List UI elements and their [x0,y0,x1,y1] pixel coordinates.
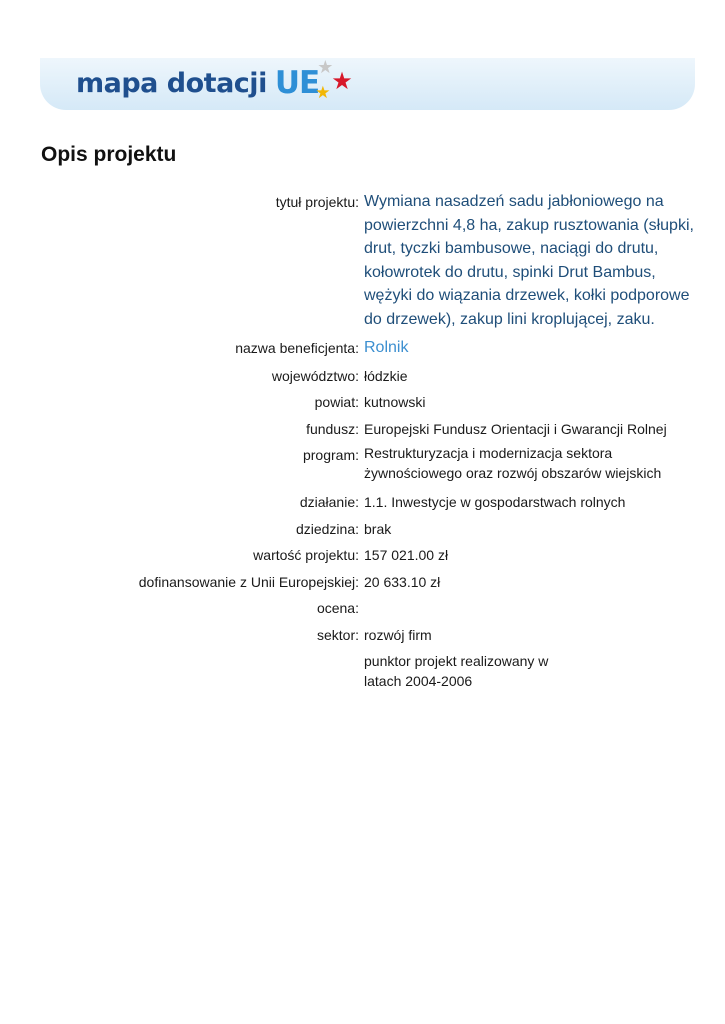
project-value-amount: 157 021.00 zł [364,547,449,564]
field-row-program [0,443,725,490]
extra-note: punktor projekt realizowany w latach 2004-2006 [364,653,549,690]
logo-stars [315,58,363,108]
field-row-sector [0,623,725,650]
star-gray-icon: ★ [317,57,334,77]
star-red-icon: ★ [331,68,353,95]
project-title-value: Wymiana nasadzeń sadu jabłoniowego na powierzchni 4,8 ha, zakup rusztowania (słupki, drut, tyczki bambusowe, naciągi do drutu, kołowrotek do drutu, spinki Drut Bambus, wężyki do wiązania drzewek, kołki podporowe do drzewek), zakup lini kroplującej, zaku. [364,193,694,328]
program-value: Restrukturyzacja i modernizacja sektora żywnościowego oraz rozwój obszarów wiejskich [364,445,662,481]
sector-value: rozwój firm [364,626,432,643]
field-row-voivodeship [0,364,725,391]
field-row-eu-funding [0,570,725,597]
site-logo[interactable] [76,58,363,108]
field-label: tytuł projektu: [275,194,359,210]
field-label: województwo: [271,367,359,384]
field-row-action [0,490,725,517]
star-yellow-icon: ★ [315,83,331,102]
field-label: wartość projektu: [253,547,359,564]
beneficiary-link[interactable]: Rolnik [364,338,409,356]
project-details [0,190,725,691]
field-row-rating [0,596,725,623]
action-value: 1.1. Inwestycje w gospodarstwach rolnych [364,494,626,511]
field-row-extra [0,650,725,691]
field-label: program: [302,447,359,464]
field-row-domain [0,517,725,544]
field-label: dofinansowanie z Unii Europejskiej: [138,573,359,590]
field-label: sektor: [316,626,359,643]
field-row-project-value [0,543,725,570]
field-label: powiat: [314,394,359,411]
field-label: nazwa beneficjenta: [235,339,359,356]
county-value: kutnowski [364,394,426,411]
field-row-fund [0,417,725,444]
eu-funding-amount: 20 633.10 zł [364,573,441,590]
rating-value [364,596,694,597]
voivodeship-value: łódzkie [364,367,408,384]
field-label: ocena: [316,600,359,617]
domain-value: brak [364,520,392,537]
logo-accent: UE [274,65,320,101]
field-row-title [0,190,725,332]
page-title: Opis projektu [41,143,177,166]
logo-text: mapa dotacji [76,67,267,99]
fund-value: Europejski Fundusz Orientacji i Gwarancji Rolnej [364,420,667,437]
field-row-county [0,390,725,417]
field-label: fundusz: [306,420,359,437]
field-label: dziedzina: [295,520,359,537]
field-row-beneficiary [0,336,725,364]
field-label: działanie: [299,494,359,511]
field-label-empty [0,650,359,651]
